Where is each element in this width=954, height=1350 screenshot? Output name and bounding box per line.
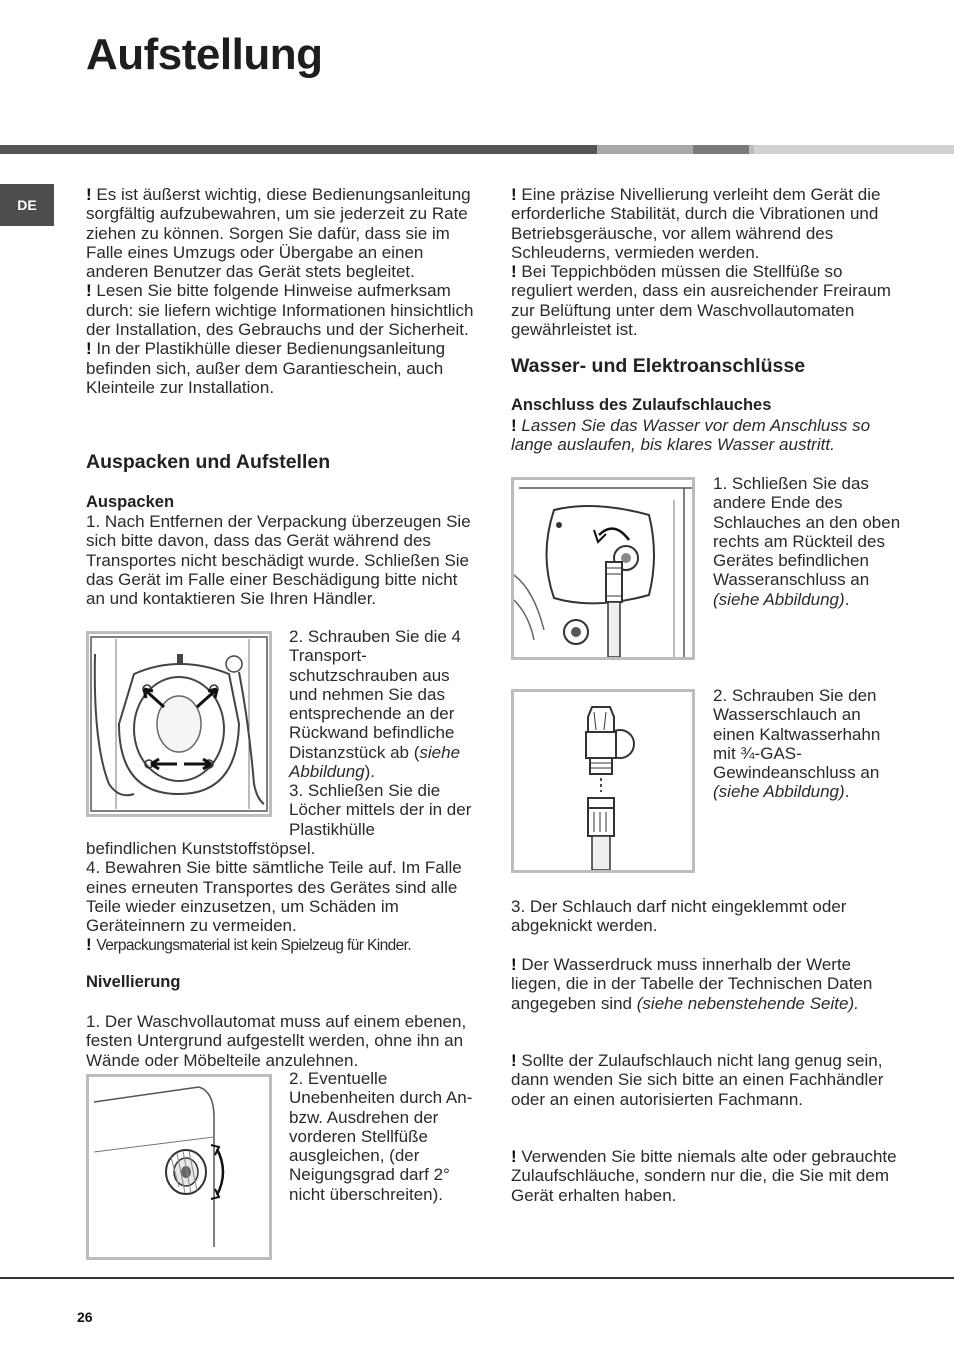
pressure-text: Der Wasserdruck muss innerhalb der Werte liegen, die in der Tabelle der Technischen Daten angegeben sind	[511, 955, 873, 1013]
step2-text: 2. Schrauben Sie die 4 Transport-schutzschrauben aus und nehmen Sie das entsprechende an der Rückwand befindliche Distanzstück ab (	[289, 627, 462, 762]
figure-foot	[86, 1074, 272, 1260]
inlet-step1-reference: (siehe Abbildung)	[713, 589, 845, 609]
level-step2: 2. Eventuelle Unebenheiten durch An- bzw. Ausdrehen der vorderen Stellfüße ausgleichen, (der Neigungsgrad darf 2° nicht überschreiten).	[289, 1069, 473, 1204]
unpack-step2	[289, 627, 479, 781]
water-tap-hose-icon	[514, 692, 692, 870]
exclamation-mark: !	[511, 262, 517, 282]
exclamation-mark: !	[86, 185, 92, 204]
inlet-note	[511, 416, 903, 455]
inlet-step2	[713, 686, 903, 802]
level-note	[511, 185, 903, 262]
figure-washer-rear	[86, 631, 272, 817]
subheading-unpack: Auspacken	[86, 493, 175, 511]
right-intro	[511, 185, 903, 339]
level-step1: 1. Der Waschvollautomat muss auf einem ebenen, festen Untergrund aufgestellt werden, ohne ihn an Wände oder Möbelteile anzulehnen.	[86, 1012, 467, 1070]
exclamation-mark: !	[86, 935, 92, 955]
pressure-reference: (siehe nebenstehende Seite).	[636, 993, 859, 1013]
water-warning-old-hoses	[511, 1147, 903, 1205]
intro-p2: Lesen Sie bitte folgende Hinweise aufmerksam durch: sie liefern wichtige Informationen hinsichtlich der Installation, des Gebrauchs und der Sicherheit.	[86, 281, 474, 340]
washer-rear-icon	[89, 634, 269, 814]
intro-p3: In der Plastikhülle dieser Bedienungsanleitung befinden sich, außer dem Garantieschein, auch Kleinteile zur Installation.	[86, 339, 446, 397]
right-p2: Bei Teppichböden müssen die Stellfüße so reguliert werden, dass ein ausreichender Freiraum zur Belüftung unter dem Waschvollautomaten gewährleistet ist.	[511, 262, 891, 340]
section-heading-water: Wasser- und Elektroanschlüsse	[511, 355, 806, 377]
subheading-inlet: Anschluss des Zulaufschlauches	[511, 396, 772, 414]
intro-p1: Es ist äußerst wichtig, diese Bedienungsanleitung sorgfältig aufzubewahren, um sie jederzeit zu Rate ziehen zu können. Sorgen Sie dafür, dass sie im Falle eines Umzugs oder Übergabe an einen anderen Benutzer das Gerät stets begleitet.	[86, 185, 471, 282]
step2-reference: siehe Abbildung	[289, 742, 461, 782]
exclamation-mark: !	[511, 955, 517, 974]
level-note	[511, 262, 903, 339]
right-p1: Eine präzise Nivellierung verleiht dem Gerät die erforderliche Stabilität, durch die Vibrationen und Betriebsgeräusche, vor allem während des Schleuderns, vermieden werden.	[511, 185, 881, 262]
subheading-level: Nivellierung	[86, 973, 181, 991]
exclamation-mark: !	[511, 416, 517, 435]
adjustable-foot-icon	[89, 1077, 269, 1257]
old-hoses-text: Verwenden Sie bitte niemals alte oder gebrauchte Zulaufschläuche, sondern nur die, die Sie mit dem Gerät erhalten haben.	[511, 1147, 897, 1205]
band-segment	[0, 145, 597, 154]
figure-inlet	[511, 477, 695, 660]
inlet-step2-text: 2. Schrauben Sie den Wasserschlauch an einen Kaltwasserhahn mit ¾-GAS-Gewindeanschluss an	[713, 686, 881, 783]
language-tab: DE	[0, 184, 54, 226]
band-segment	[693, 145, 749, 154]
intro-paragraph	[86, 185, 478, 281]
step3-continuation: befindlichen Kunststoffstöpsel.	[86, 839, 316, 858]
intro-paragraph	[86, 281, 478, 339]
exclamation-mark: !	[511, 1051, 517, 1070]
intro-paragraph	[86, 339, 478, 397]
inlet-step1	[713, 474, 903, 609]
unpack-step1: 1. Nach Entfernen der Verpackung überzeugen Sie sich bitte davon, dass das Gerät während des Transportes nicht beschädigt wurde. Schließen Sie das Gerät im Falle einer Beschädigung bitte nicht an und kontaktieren Sie Ihren Händler.	[86, 512, 471, 609]
unpack-warning	[86, 935, 478, 955]
intro-text	[86, 185, 478, 397]
band-segment	[754, 145, 954, 154]
inlet-step3: 3. Der Schlauch darf nicht eingeklemmt oder abgeknickt werden.	[511, 897, 847, 936]
water-warning-length	[511, 1051, 903, 1109]
section-heading-unpack: Auspacken und Aufstellen	[86, 451, 331, 473]
exclamation-mark: !	[86, 281, 92, 301]
step2-close: ).	[364, 762, 376, 782]
inlet-step2-reference: (siehe Abbildung)	[713, 782, 845, 802]
warning-text: Verpackungsmaterial ist kein Spielzeug für Kinder.	[96, 937, 412, 955]
inlet-note-text: Lassen Sie das Wasser vor dem Anschluss so lange auslaufen, bis klares Wasser austritt.	[511, 416, 871, 455]
figure-tap	[511, 689, 695, 873]
footer-rule	[0, 1277, 954, 1279]
water-warning-pressure	[511, 955, 903, 1013]
inlet-step1-close: .	[844, 589, 850, 609]
exclamation-mark: !	[511, 1147, 517, 1166]
band-segment	[597, 145, 693, 154]
exclamation-mark: !	[86, 339, 92, 359]
unpack-step4: 4. Bewahren Sie bitte sämtliche Teile auf. Im Falle eines erneuten Transportes des Gerätes sind alle Teile wieder einzusetzen, um Schäden im Geräteinnern zu vermeiden.	[86, 858, 462, 936]
unpack-step3: 3. Schließen Sie die Löcher mittels der in der Plastikhülle	[289, 781, 472, 839]
exclamation-mark: !	[511, 185, 517, 204]
inlet-step2-close: .	[844, 782, 850, 802]
page-title: Aufstellung	[86, 30, 323, 79]
inlet-step1-text: 1. Schließen Sie das andere Ende des Schlauches an den oben rechts am Rückteil des Gerätes befindlichen Wasseranschluss an	[713, 474, 901, 590]
unpack-step3-cont	[86, 839, 478, 956]
page-number: 26	[77, 1309, 93, 1325]
length-text: Sollte der Zulaufschlauch nicht lang genug sein, dann wenden Sie sich bitte an einen Fachhändler oder an einen autorisierten Fachmann.	[511, 1051, 884, 1109]
water-inlet-connection-icon	[514, 480, 692, 657]
